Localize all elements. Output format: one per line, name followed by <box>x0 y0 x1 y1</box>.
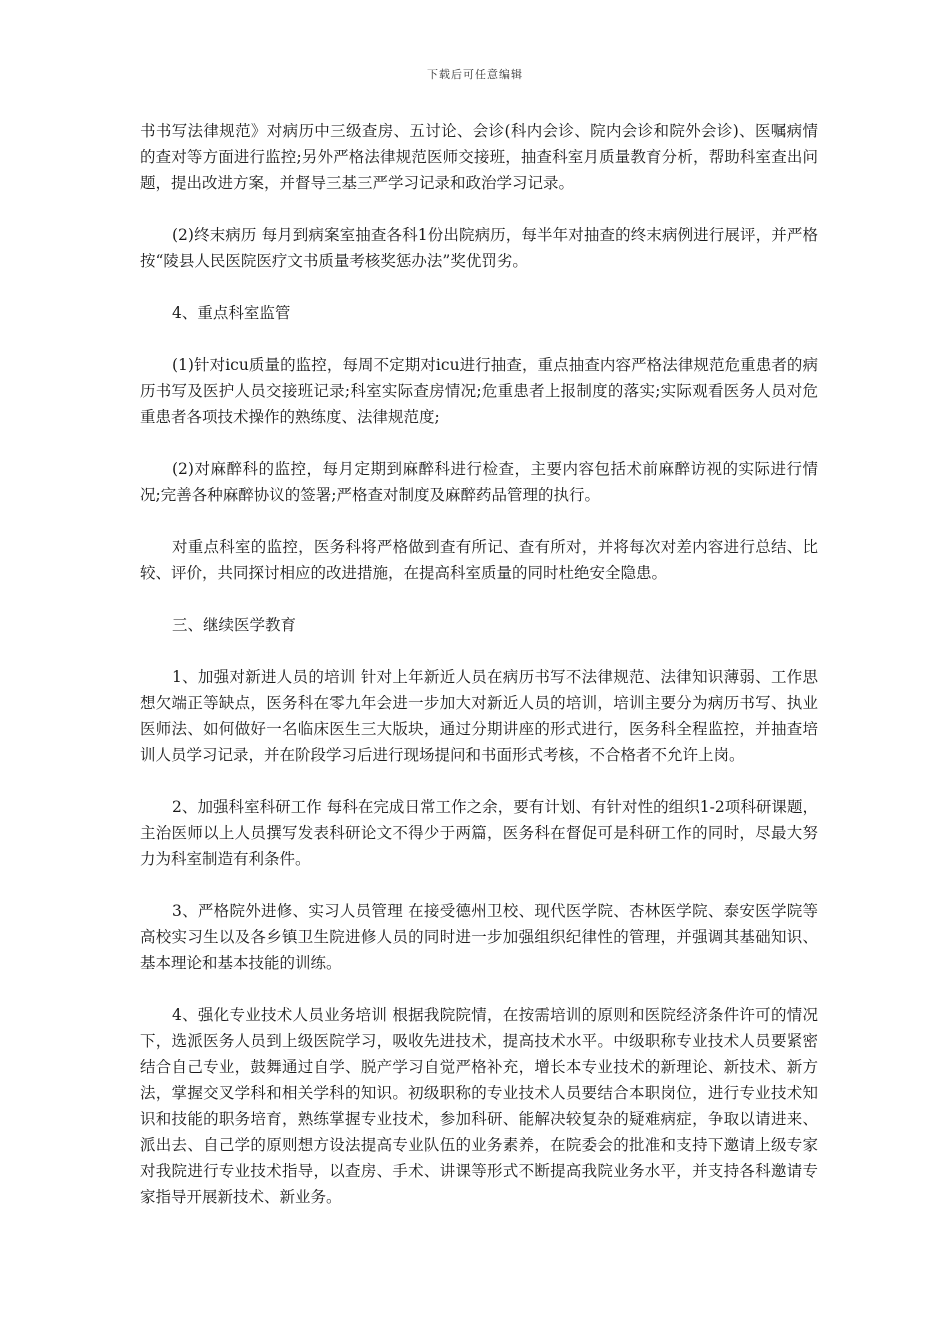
page-header: 下载后可任意编辑 <box>427 68 523 81</box>
paragraph-new-staff-training: 1、加强对新进人员的培训 针对上年新近人员在病历书写不法律规范、法律知识薄弱、工作思想欠端正等缺点，医务科在零九年会进一步加大对新近人员的培训，培训主要分为病历书写、执业医师法、如何做好一名临床医生三大版块，通过分期讲座的形式进行，医务科全程监控，并抽查培训人员学习记录，并在阶段学习后进行现场提问和书面形式考核，不合格者不允许上岗。 <box>140 668 818 764</box>
paragraph-professional-training: 4、强化专业技术人员业务培训 根据我院院情，在按需培训的原则和医院经济条件许可的情况下，选派医务人员到上级医院学习，吸收先进技术，提高技术水平。中级职称专业技术人员要紧密结合自己专业，鼓舞通过自学、脱产学习自觉严格补充，增长本专业技术的新理论、新技术、新方法，掌握交叉学科和相关学科的知识。初级职称的专业技术人员要结合本职岗位，进行专业技术知识和技能的职务培育，熟练掌握专业技术，参加科研、能解决较复杂的疑难病症，争取以请进来、派出去、自己学的原则想方设法提高专业队伍的业务素养，在院委会的批准和支持下邀请上级专家对我院进行专业技术指导，以查房、手术、讲课等形式不断提高我院业务水平，并支持各科邀请专家指导开展新技术、新业务。 <box>140 1006 818 1206</box>
paragraph-icu-monitoring: (1)针对icu质量的监控，每周不定期对icu进行抽查，重点抽查内容严格法律规范危重患者的病历书写及医护人员交接班记录;科室实际查房情况;危重患者上报制度的落实;实际观看医务人员对危重患者各项技术操作的熟练度、法律规范度; <box>140 356 818 426</box>
paragraph-research-work: 2、加强科室科研工作 每科在完成日常工作之余，要有计划、有针对性的组织1-2项科研课题，主治医师以上人员撰写发表科研论文不得少于两篇，医务科在督促可是科研工作的同时，尽最大努力为科室制造有利条件。 <box>140 798 818 868</box>
document-body <box>140 118 818 1236</box>
paragraph-anesthesia-monitoring: (2)对麻醉科的监控，每月定期到麻醉科进行检查，主要内容包括术前麻醉访视的实际进行情况;完善各种麻醉协议的签署;严格查对制度及麻醉药品管理的执行。 <box>140 460 818 504</box>
paragraph-intern-management: 3、严格院外进修、实习人员管理 在接受德州卫校、现代医学院、杏林医学院、泰安医学院等高校实习生以及各乡镇卫生院进修人员的同时进一步加强组织纪律性的管理，并强调其基础知识、基本理论和基本技能的训练。 <box>140 902 818 972</box>
section-heading-continuing-education: 三、继续医学教育 <box>172 616 297 634</box>
paragraph-final-records: (2)终末病历 每月到病案室抽查各科1份出院病历，每半年对抽查的终末病例进行展评，并严格按“陵县人民医院医疗文书质量考核奖惩办法”奖优罚劣。 <box>140 226 818 270</box>
paragraph-continuation: 书书写法律规范》对病历中三级查房、五讨论、会诊(科内会诊、院内会诊和院外会诊)、医嘱病情的查对等方面进行监控;另外严格法律规范医师交接班，抽查科室月质量教育分析，帮助科室查出问题，提出改进方案，并督导三基三严学习记录和政治学习记录。 <box>140 122 818 192</box>
section-heading-key-departments: 4、重点科室监管 <box>172 304 291 322</box>
paragraph-key-department-summary: 对重点科室的监控，医务科将严格做到查有所记、查有所对，并将每次对差内容进行总结、比较、评价，共同探讨相应的改进措施，在提高科室质量的同时杜绝安全隐患。 <box>140 538 818 582</box>
